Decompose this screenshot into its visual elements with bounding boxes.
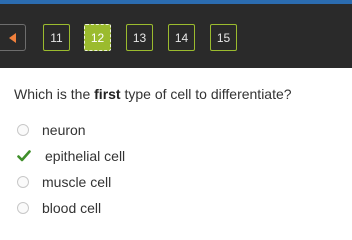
page-button-13[interactable]: 13 xyxy=(126,24,153,51)
page-button-14[interactable]: 14 xyxy=(168,24,195,51)
radio-button[interactable] xyxy=(17,124,29,136)
page-button-12-current[interactable]: 12 xyxy=(84,24,111,51)
question-text xyxy=(14,86,292,102)
page-button-11[interactable]: 11 xyxy=(43,24,70,51)
question-emphasis: first xyxy=(94,86,121,102)
answer-option-label: blood cell xyxy=(42,200,102,216)
answer-option-blood-cell[interactable] xyxy=(17,200,101,216)
answer-option-label: muscle cell xyxy=(42,174,112,190)
checkmark-icon xyxy=(17,150,31,162)
page-button-15[interactable]: 15 xyxy=(210,24,237,51)
question-suffix: type of cell to differentiate? xyxy=(120,86,292,102)
question-navigation-bar xyxy=(0,4,352,68)
radio-button[interactable] xyxy=(17,176,29,188)
answer-option-label: neuron xyxy=(42,122,86,138)
question-prefix: Which is the xyxy=(14,86,95,102)
answer-option-muscle-cell[interactable] xyxy=(17,174,111,190)
previous-question-button[interactable] xyxy=(0,24,26,51)
answer-option-neuron[interactable] xyxy=(17,122,86,138)
answer-option-epithelial-cell[interactable] xyxy=(17,148,125,164)
radio-button[interactable] xyxy=(17,202,29,214)
triangle-left-icon xyxy=(9,33,17,43)
answer-option-label: epithelial cell xyxy=(45,148,126,164)
